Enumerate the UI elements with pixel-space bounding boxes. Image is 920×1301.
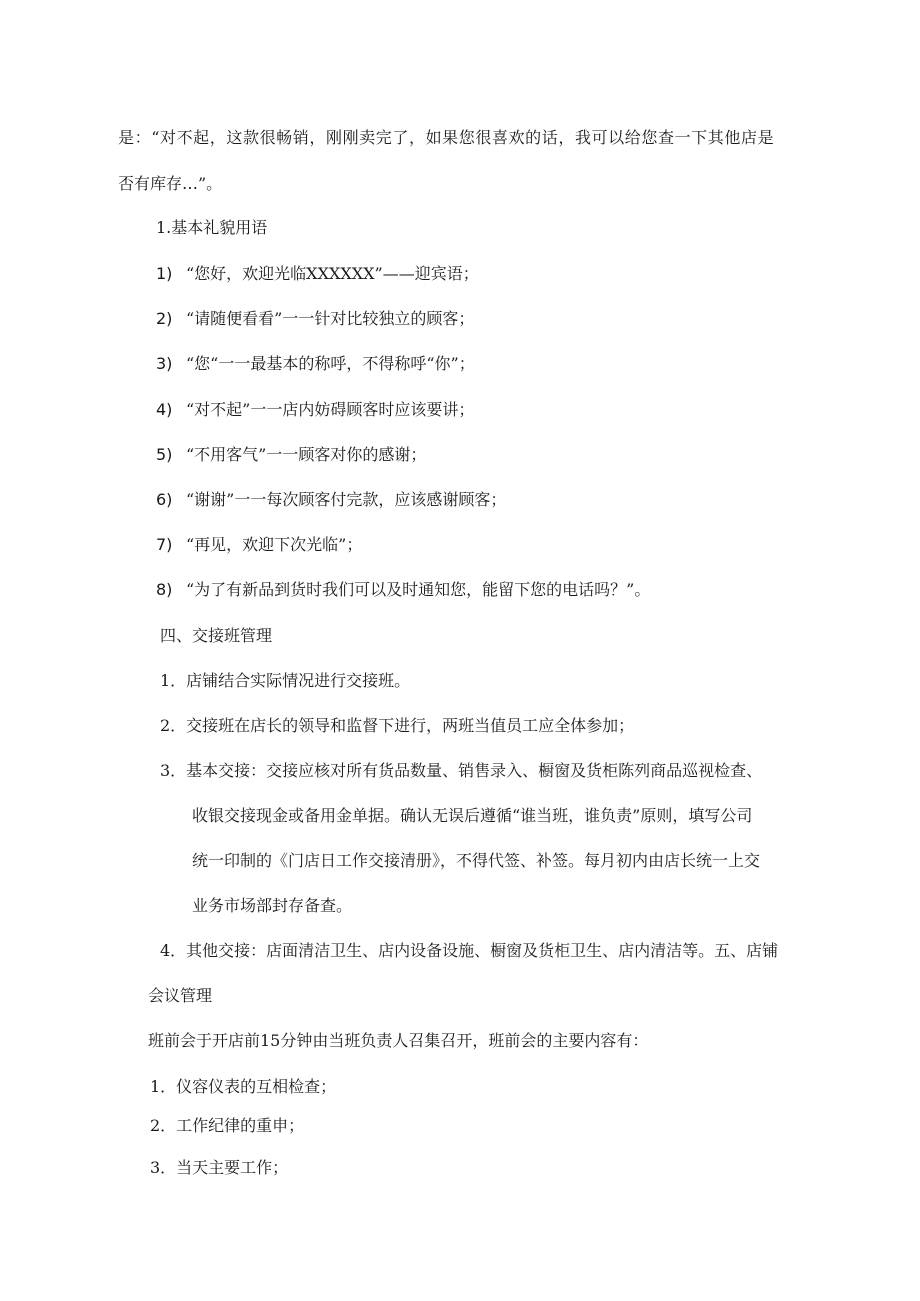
shift-item-3-line-4: 业务市场部封存备查。: [192, 896, 353, 915]
list-item-number: 6): [156, 490, 173, 509]
list-item-text: “谢谢”一一每次顾客付完款，应该感谢顾客；: [186, 490, 507, 509]
intro-line-1: 是：“对不起，这款很畅销，刚刚卖完了，如果您很喜欢的话，我可以给您查一下其他店是: [118, 128, 775, 147]
shift-item-3-line-2: 收银交接现金或备用金单据。确认无误后遵循“谁当班，谁负责”原则，填写公司: [192, 806, 753, 825]
section-heading-polite-phrases: 1.基本礼貌用语: [156, 218, 268, 237]
shift-item-3-line-3: 统一印制的《门店日工作交接清册》，不得代签、补签。每月初内由店长统一上交: [192, 851, 761, 870]
list-item-text: “您“一一最基本的称呼，不得称呼“你”；: [186, 354, 475, 373]
shift-item-4-line-1: 4．其他交接：店面清洁卫生、店内设备设施、橱窗及货柜卫生、店内清洁等。五、店铺: [160, 941, 779, 960]
list-item-text: “您好，欢迎光临XXXXXX”——迎宾语；: [186, 264, 479, 283]
list-item-number: 5): [156, 445, 173, 464]
shift-item-2: 2．交接班在店长的领导和监督下进行，两班当值员工应全体参加；: [160, 716, 635, 735]
list-item-number: 3): [156, 354, 173, 373]
list-item-text: “再见，欢迎下次光临”；: [186, 535, 363, 554]
shift-item-3-line-1: 3．基本交接：交接应核对所有货品数量、销售录入、橱窗及货柜陈列商品巡视检查、: [160, 761, 763, 780]
list-item-number: 7): [156, 535, 173, 554]
list-item-text: “不用客气”一一顾客对你的感谢；: [186, 445, 427, 464]
list-item: 1．仪容仪表的互相检查；: [150, 1077, 337, 1096]
list-item-number: 1): [156, 264, 173, 283]
list-item-text: “请随便看看”一一针对比较独立的顾客；: [186, 309, 475, 328]
shift-item-1: 1．店铺结合实际情况进行交接班。: [160, 671, 411, 690]
list-item: 2．工作纪律的重申；: [150, 1116, 305, 1135]
meeting-intro: 班前会于开店前15分钟由当班负责人召集召开，班前会的主要内容有：: [148, 1031, 649, 1050]
list-item-text: “对不起”一一店内妨碍顾客时应该要讲；: [186, 400, 475, 419]
section-heading-shift-handover: 四、交接班管理: [160, 626, 273, 645]
list-item-text: “为了有新品到货时我们可以及时通知您，能留下您的电话吗？”。: [186, 580, 651, 599]
list-item-number: 2): [156, 309, 173, 328]
shift-item-4-line-2: 会议管理: [148, 986, 213, 1005]
list-item-number: 8): [156, 580, 173, 599]
list-item: 3．当天主要工作；: [150, 1158, 289, 1177]
intro-line-2: 否有库存…”。: [118, 174, 223, 193]
list-item-number: 4): [156, 400, 173, 419]
